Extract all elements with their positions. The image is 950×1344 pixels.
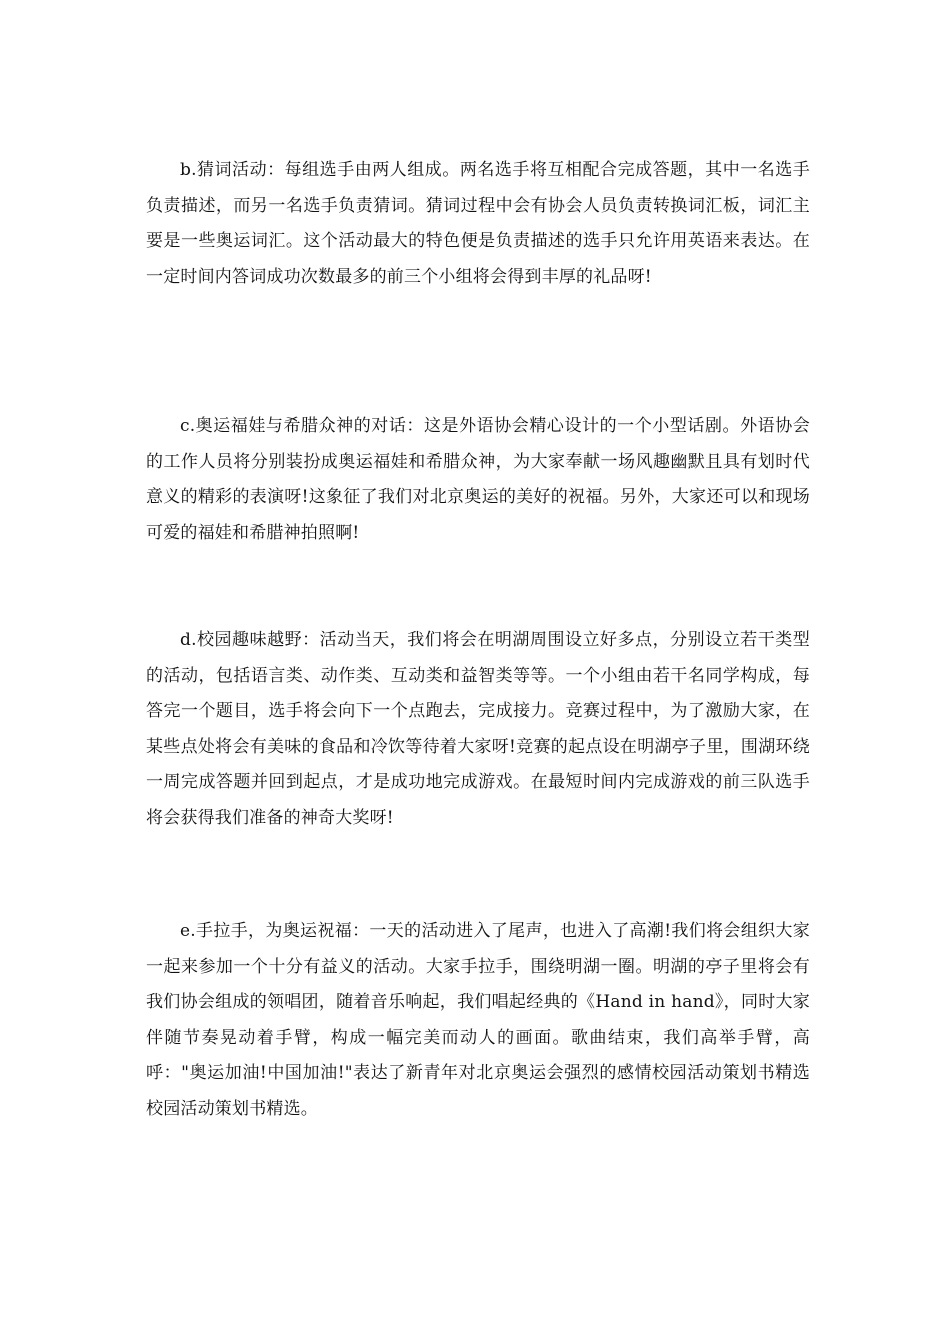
paragraph-fuwa-greek-gods-dialogue: c.奥运福娃与希腊众神的对话：这是外语协会精心设计的一个小型话剧。外语协会的工作人员将分别装扮成奥运福娃和希腊众神，为大家奉献一场风趣幽默且具有划时代意义的精彩的表演呀!这象征了我们对北京奥运的美好的祝福。另外，大家还可以和现场可爱的福娃和希腊神拍照啊! bbox=[146, 416, 810, 543]
paragraph-guess-word-activity: b.猜词活动：每组选手由两人组成。两名选手将互相配合完成答题，其中一名选手负责描述，而另一名选手负责猜词。猜词过程中会有协会人员负责转换词汇板，词汇主要是一些奥运词汇。这个活动最大的特色便是负责描述的选手只允许用英语来表达。在一定时间内答词成功次数最多的前三个小组将会得到丰厚的礼品呀! bbox=[146, 160, 810, 287]
paragraph-hand-in-hand-blessing: e.手拉手，为奥运祝福：一天的活动进入了尾声，也进入了高潮!我们将会组织大家一起来参加一个十分有益义的活动。大家手拉手，围绕明湖一圈。明湖的亭子里将会有我们协会组成的领唱团，随着音乐响起，我们唱起经典的《Hand in hand》，同时大家伴随节奏晃动着手臂，构成一幅完美而动人的画面。歌曲结束，我们高举手臂，高呼："奥运加油!中国加油!"表达了新青年对北京奥运会强烈的感情校园活动策划书精选校园活动策划书精选。 bbox=[146, 921, 810, 1119]
paragraph-campus-cross-country: d.校园趣味越野：活动当天，我们将会在明湖周围设立好多点，分别设立若干类型的活动，包括语言类、动作类、互动类和益智类等等。一个小组由若干名同学构成，每答完一个题目，选手将会向下一个点跑去，完成接力。竞赛过程中，为了激励大家，在某些点处将会有美味的食品和冷饮等待着大家呀!竞赛的起点设在明湖亭子里，围湖环绕一周完成答题并回到起点，才是成功地完成游戏。在最短时间内完成游戏的前三队选手将会获得我们准备的神奇大奖呀! bbox=[146, 630, 810, 828]
